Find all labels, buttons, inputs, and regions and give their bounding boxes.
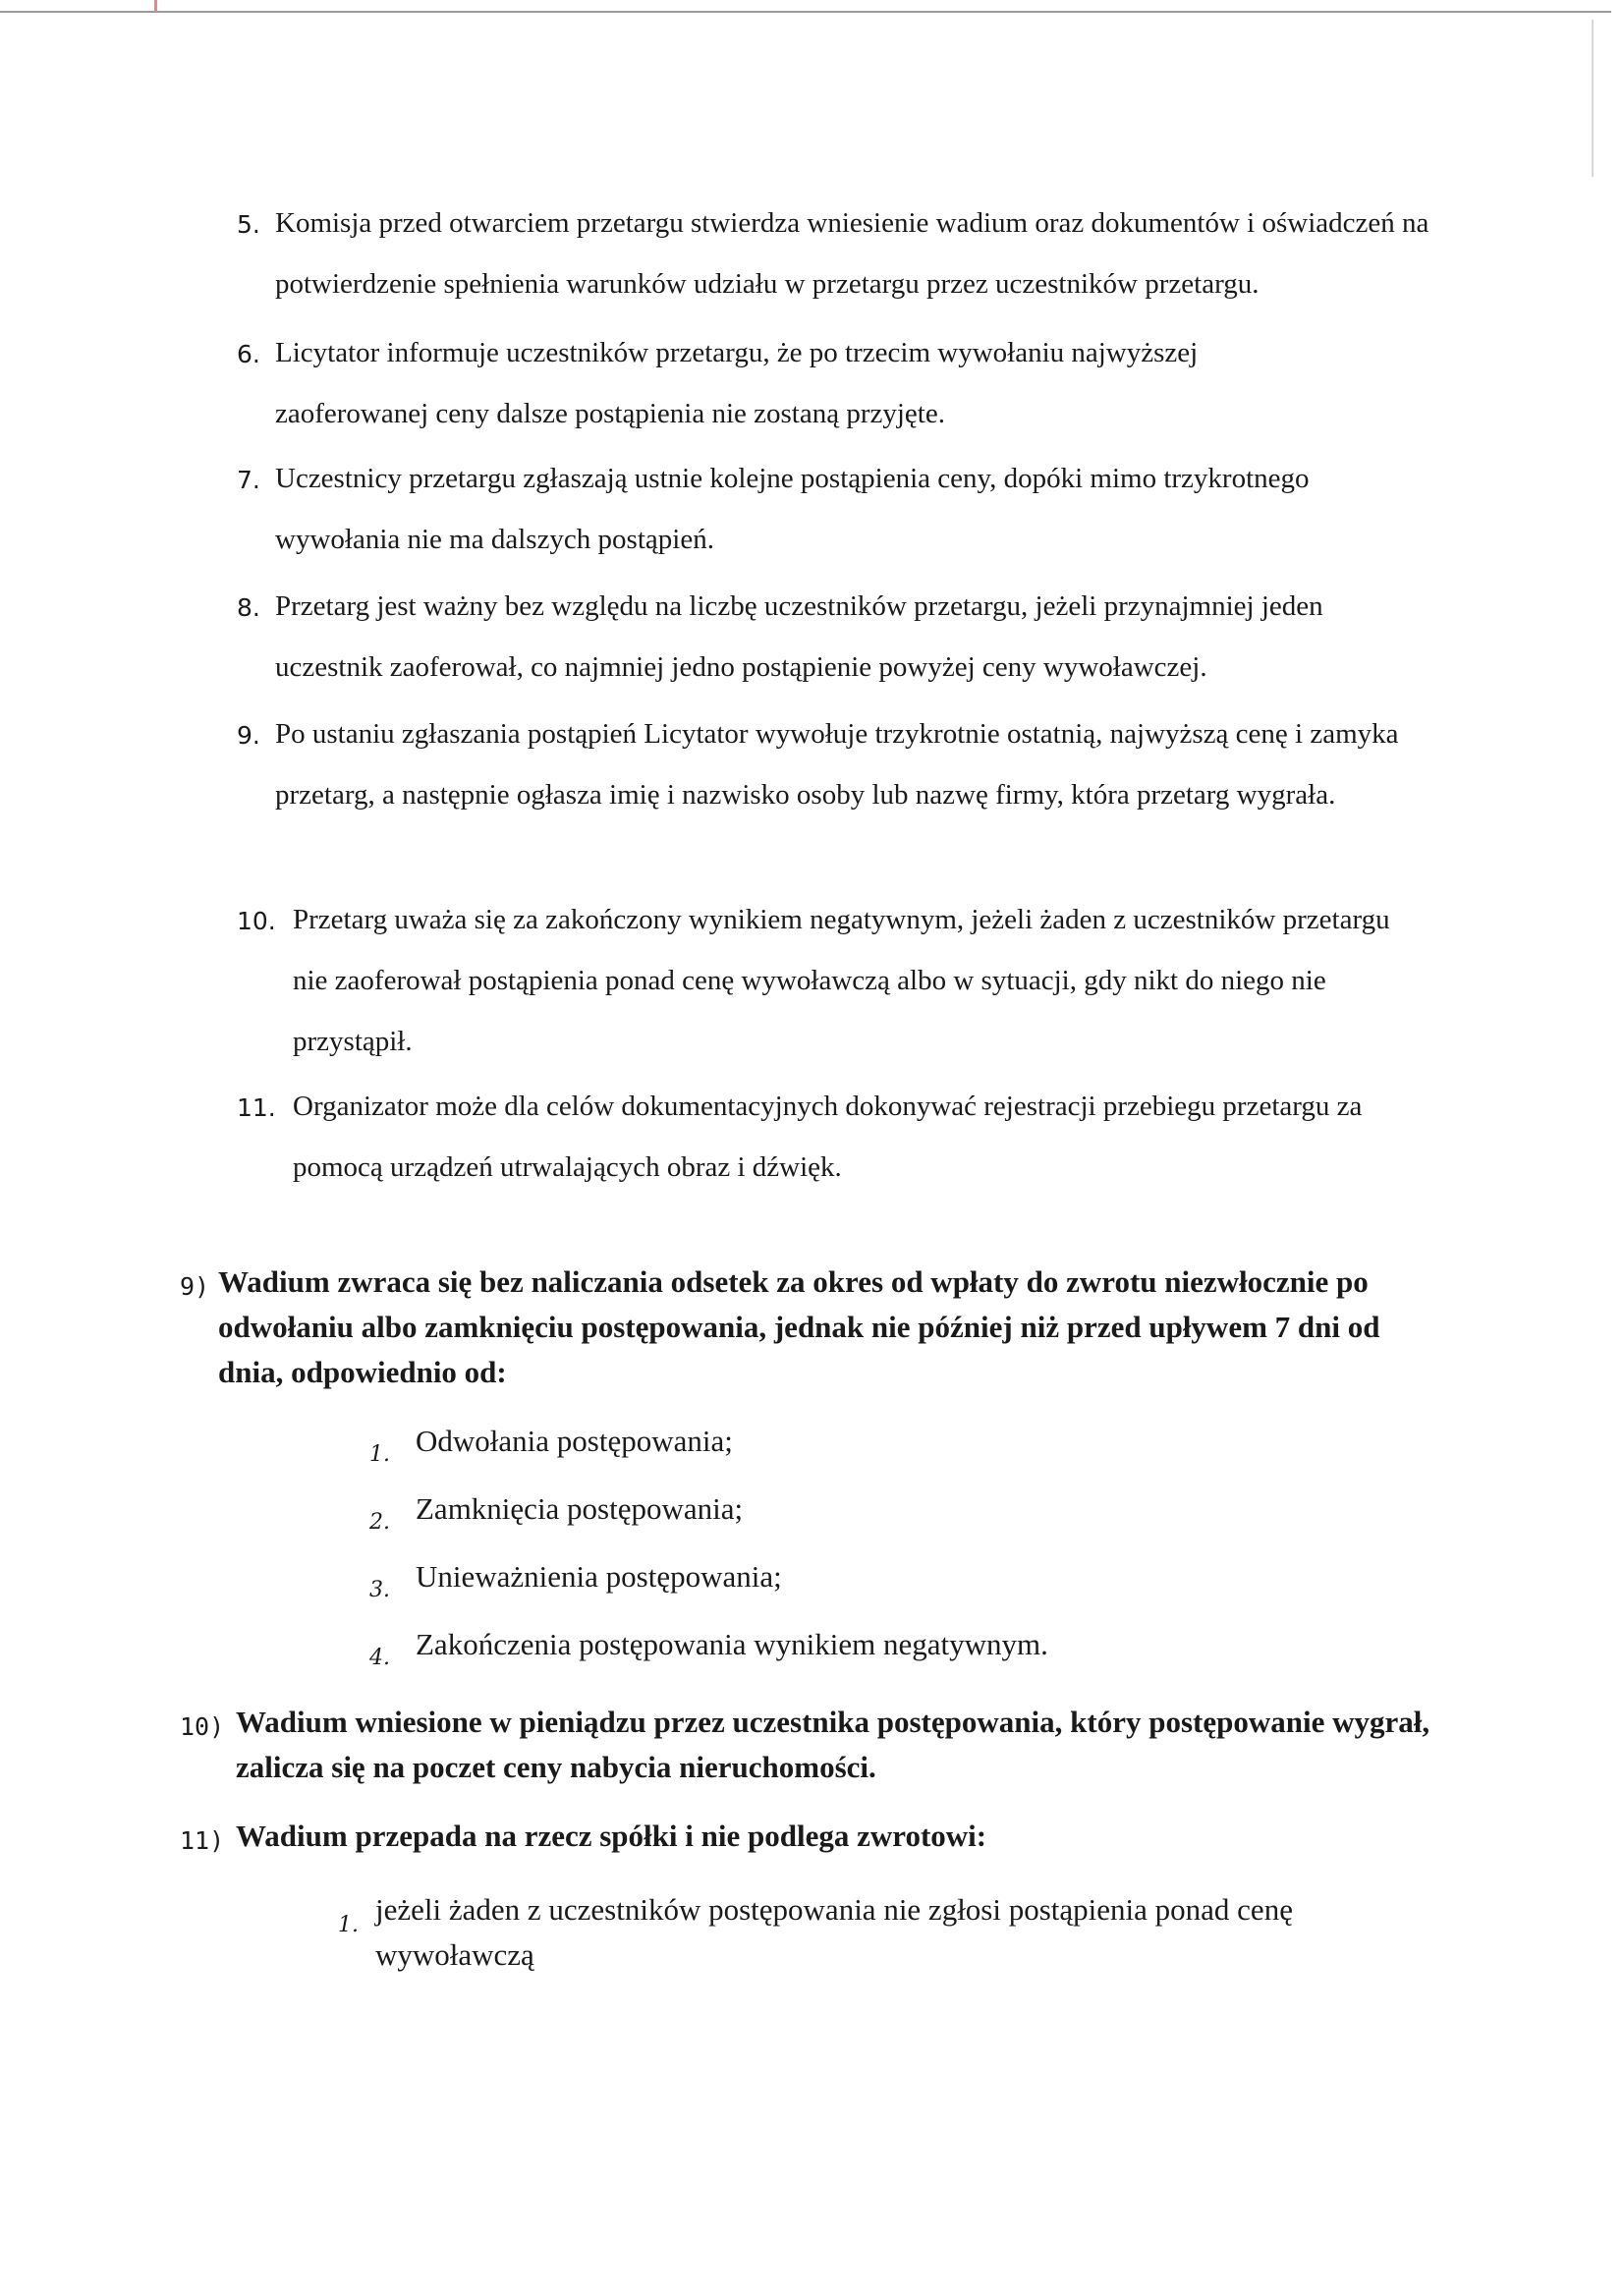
section-number: 10) [180,1712,225,1741]
sub-item-text: Odwołania postępowania; [416,1424,733,1458]
item-text: Przetarg jest ważny bez względu na liczbę uczestników przetargu, jeżeli przynajmniej jeden uczestnik zaoferował, co najmniej jedno postąpienie powyżej ceny wywoławczej. [275,590,1323,683]
item-number: 7. [237,466,260,494]
sub-item-number: 3. [369,1578,390,1602]
item-text: Uczestnicy przetargu zgłaszają ustnie kolejne postąpienia ceny, dopóki mimo trzykrotnego wywołania nie ma dalszych postąpień. [275,463,1310,555]
sub-item-text: Zakończenia postępowania wynikiem negatywnym. [416,1627,1048,1661]
scan-top-tick [154,0,157,12]
section-number: 9) [180,1272,210,1301]
section-number: 11) [180,1826,225,1855]
item-text: Po ustaniu zgłaszania postąpień Licytator wywołuje trzykrotnie ostatnią, najwyższą cenę i zamyka przetarg, a następnie ogłasza imię i nazwisko osoby lub nazwę firmy, która przetarg wygrała. [275,718,1399,811]
item-number: 11. [237,1093,276,1122]
sub-item-number: 2. [369,1510,390,1535]
sub-item-number: 1. [338,1913,359,1937]
item-text: Licytator informuje uczestników przetargu, że po trzecim wywołaniu najwyższej zaoferowanej ceny dalsze postąpienia nie zostaną przyjęte. [275,337,1199,429]
item-number: 10. [237,907,276,935]
sub-item-number: 1. [369,1442,390,1467]
item-number: 5. [237,210,260,239]
section-text: Wadium zwraca się bez naliczania odsetek za okres od wpłaty do zwrotu niezwłocznie po odwołaniu albo zamknięciu postępowania, jednak nie później niż przed upływem 7 dni od dnia, odpowiednio od: [218,1264,1380,1389]
item-number: 6. [237,340,260,368]
item-number: 8. [237,593,260,622]
sub-item-text: jeżeli żaden z uczestników postępowania nie zgłosi postąpienia ponad cenę wywoławczą [375,1892,1293,1972]
sub-item-text: Zamknięcia postępowania; [416,1491,744,1526]
item-text: Przetarg uważa się za zakończony wynikiem negatywnym, jeżeli żaden z uczestników przetargu nie zaoferował postąpienia ponad cenę wywoławczą albo w sytuacji, gdy nikt do niego nie przystąpił. [293,904,1390,1057]
scan-right-edge [1592,20,1594,177]
sub-item-text: Unieważnienia postępowania; [416,1559,782,1594]
item-text: Organizator może dla celów dokumentacyjnych dokonywać rejestracji przebiegu przetargu za pomocą urządzeń utrwalających obraz i dźwięk. [293,1091,1363,1183]
section-text: Wadium przepada na rzecz spółki i nie podlega zwrotowi: [236,1819,987,1853]
item-number: 9. [237,721,260,750]
scan-top-rule [0,11,1611,13]
section-text: Wadium wniesione w pieniądzu przez uczestnika postępowania, który postępowanie wygrał, zalicza się na poczet ceny nabycia nieruchomości. [236,1705,1430,1784]
sub-item-number: 4. [369,1646,390,1670]
item-text: Komisja przed otwarciem przetargu stwierdza wniesienie wadium oraz dokumentów i oświadczeń na potwierdzenie spełnienia warunków udziału w przetargu przez uczestników przetargu. [275,207,1429,300]
